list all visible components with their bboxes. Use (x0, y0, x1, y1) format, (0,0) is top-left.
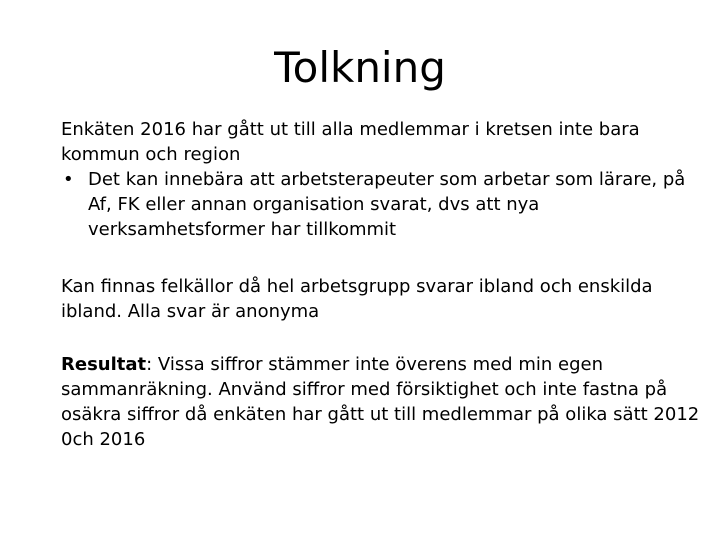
spacer (61, 324, 701, 352)
spacer (61, 242, 701, 274)
slide-title: Tolkning (274, 43, 446, 92)
bullet-text: Det kan innebära att arbetsterapeuter som arbetar som lärare, på Af, FK eller annan organisation svarat, dvs att nya verksamhetsformer har tillkommit (88, 169, 686, 240)
bullet-marker: • (63, 169, 74, 190)
error-sources-paragraph: Kan finnas felkällor då hel arbetsgrupp svarar ibland och enskilda ibland. Alla svar är anonyma (61, 276, 653, 322)
result-label: Resultat (61, 354, 147, 375)
intro-paragraph: Enkäten 2016 har gått ut till alla medlemmar i kretsen inte bara kommun och region (61, 119, 640, 165)
slide-body (61, 117, 701, 452)
result-paragraph (61, 352, 701, 452)
result-text: : Vissa siffror stämmer inte överens med min egen sammanräkning. Använd siffror med försiktighet och inte fastna på osäkra siffror då enkäten har gått ut till medlemmar på olika sätt 2012 0ch 2016 (61, 354, 700, 450)
bullet-item (61, 167, 701, 242)
